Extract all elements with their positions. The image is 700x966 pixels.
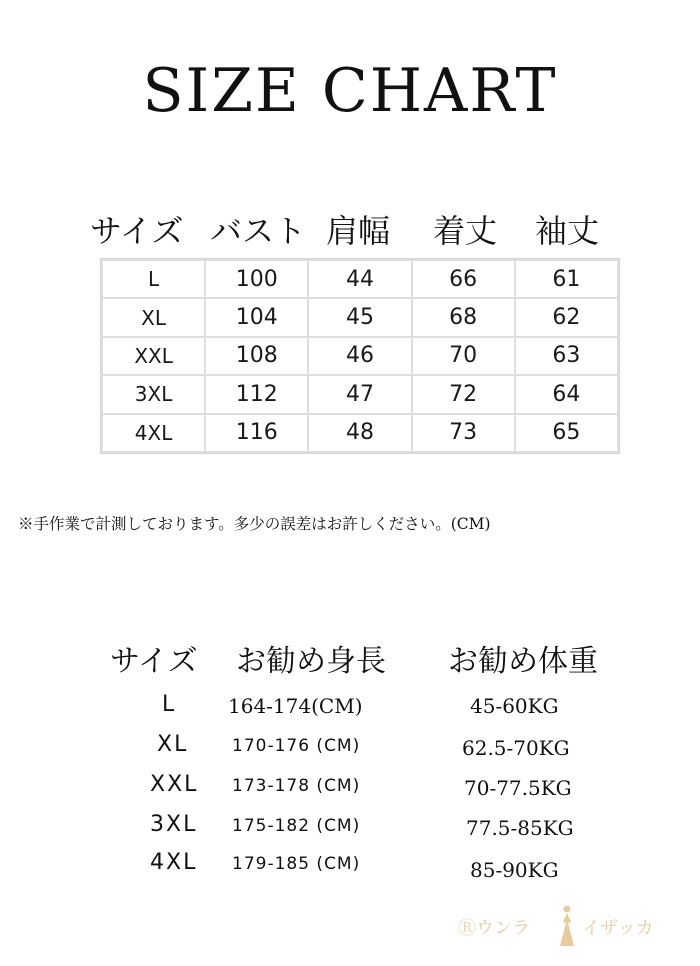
- table-cell: 72: [412, 375, 515, 413]
- table-row: [102, 260, 618, 298]
- rec-weight-value: 62.5-70KG: [462, 736, 570, 760]
- list-item: [0, 732, 700, 768]
- table-cell: 73: [412, 414, 515, 452]
- table-cell: 70: [412, 337, 515, 375]
- header-bust: バスト: [210, 212, 307, 250]
- list-item: [0, 850, 700, 886]
- list-item: [0, 772, 700, 808]
- rec-size-label: L: [162, 692, 177, 717]
- header-sleeve: 袖丈: [535, 212, 600, 250]
- table-cell: 64: [515, 375, 618, 413]
- table-cell: 4XL: [102, 414, 205, 452]
- rec-weight-value: 70-77.5KG: [464, 776, 572, 800]
- table-row: [102, 298, 618, 336]
- rec-height-value: 175-182 (CM): [232, 816, 361, 836]
- list-item: [0, 692, 700, 728]
- table-row: [102, 337, 618, 375]
- rec-header-height: お勧め身長: [236, 644, 386, 679]
- rec-size-label: XL: [157, 732, 189, 757]
- table-cell: 46: [308, 337, 411, 375]
- measurement-note: ※手作業で計測しております。多少の誤差はお許しください。(CM): [18, 515, 491, 533]
- watermark-text-right: イザッカ: [582, 918, 654, 939]
- table-cell: 45: [308, 298, 411, 336]
- rec-header-size: サイズ: [110, 644, 198, 679]
- table-row: [102, 375, 618, 413]
- table-cell: 104: [205, 298, 308, 336]
- rec-size-label: 4XL: [150, 850, 198, 875]
- rec-height-value: 164-174(CM): [228, 694, 363, 718]
- rec-weight-value: 45-60KG: [470, 694, 559, 718]
- rec-height-value: 170-176 (CM): [232, 736, 361, 756]
- table-cell: 66: [412, 260, 515, 298]
- rec-height-value: 179-185 (CM): [232, 854, 361, 874]
- rec-weight-value: 77.5-85KG: [466, 816, 574, 840]
- size-table: [100, 258, 620, 454]
- brand-watermark: [458, 904, 688, 948]
- table-cell: 68: [412, 298, 515, 336]
- dress-figure-icon: [554, 904, 580, 948]
- rec-height-value: 173-178 (CM): [232, 776, 361, 796]
- table-cell: 62: [515, 298, 618, 336]
- header-shoulder: 肩幅: [326, 212, 391, 250]
- table-row: [102, 414, 618, 452]
- rec-size-label: XXL: [150, 772, 199, 797]
- table-cell: XL: [102, 298, 205, 336]
- table-cell: 63: [515, 337, 618, 375]
- page-title: SIZE CHART: [142, 56, 558, 126]
- table-cell: 47: [308, 375, 411, 413]
- table-cell: 44: [308, 260, 411, 298]
- table-cell: 116: [205, 414, 308, 452]
- table-cell: 65: [515, 414, 618, 452]
- rec-weight-value: 85-90KG: [470, 858, 559, 882]
- list-item: [0, 812, 700, 848]
- rec-header-weight: お勧め体重: [448, 644, 598, 679]
- rec-size-label: 3XL: [150, 812, 198, 837]
- header-size: サイズ: [90, 212, 184, 250]
- table-cell: L: [102, 260, 205, 298]
- table-cell: XXL: [102, 337, 205, 375]
- watermark-text-left: Ⓡウンラ: [458, 918, 530, 939]
- table-cell: 3XL: [102, 375, 205, 413]
- table-cell: 100: [205, 260, 308, 298]
- table-cell: 108: [205, 337, 308, 375]
- header-length: 着丈: [433, 212, 498, 250]
- table-cell: 48: [308, 414, 411, 452]
- table-cell: 61: [515, 260, 618, 298]
- table-cell: 112: [205, 375, 308, 413]
